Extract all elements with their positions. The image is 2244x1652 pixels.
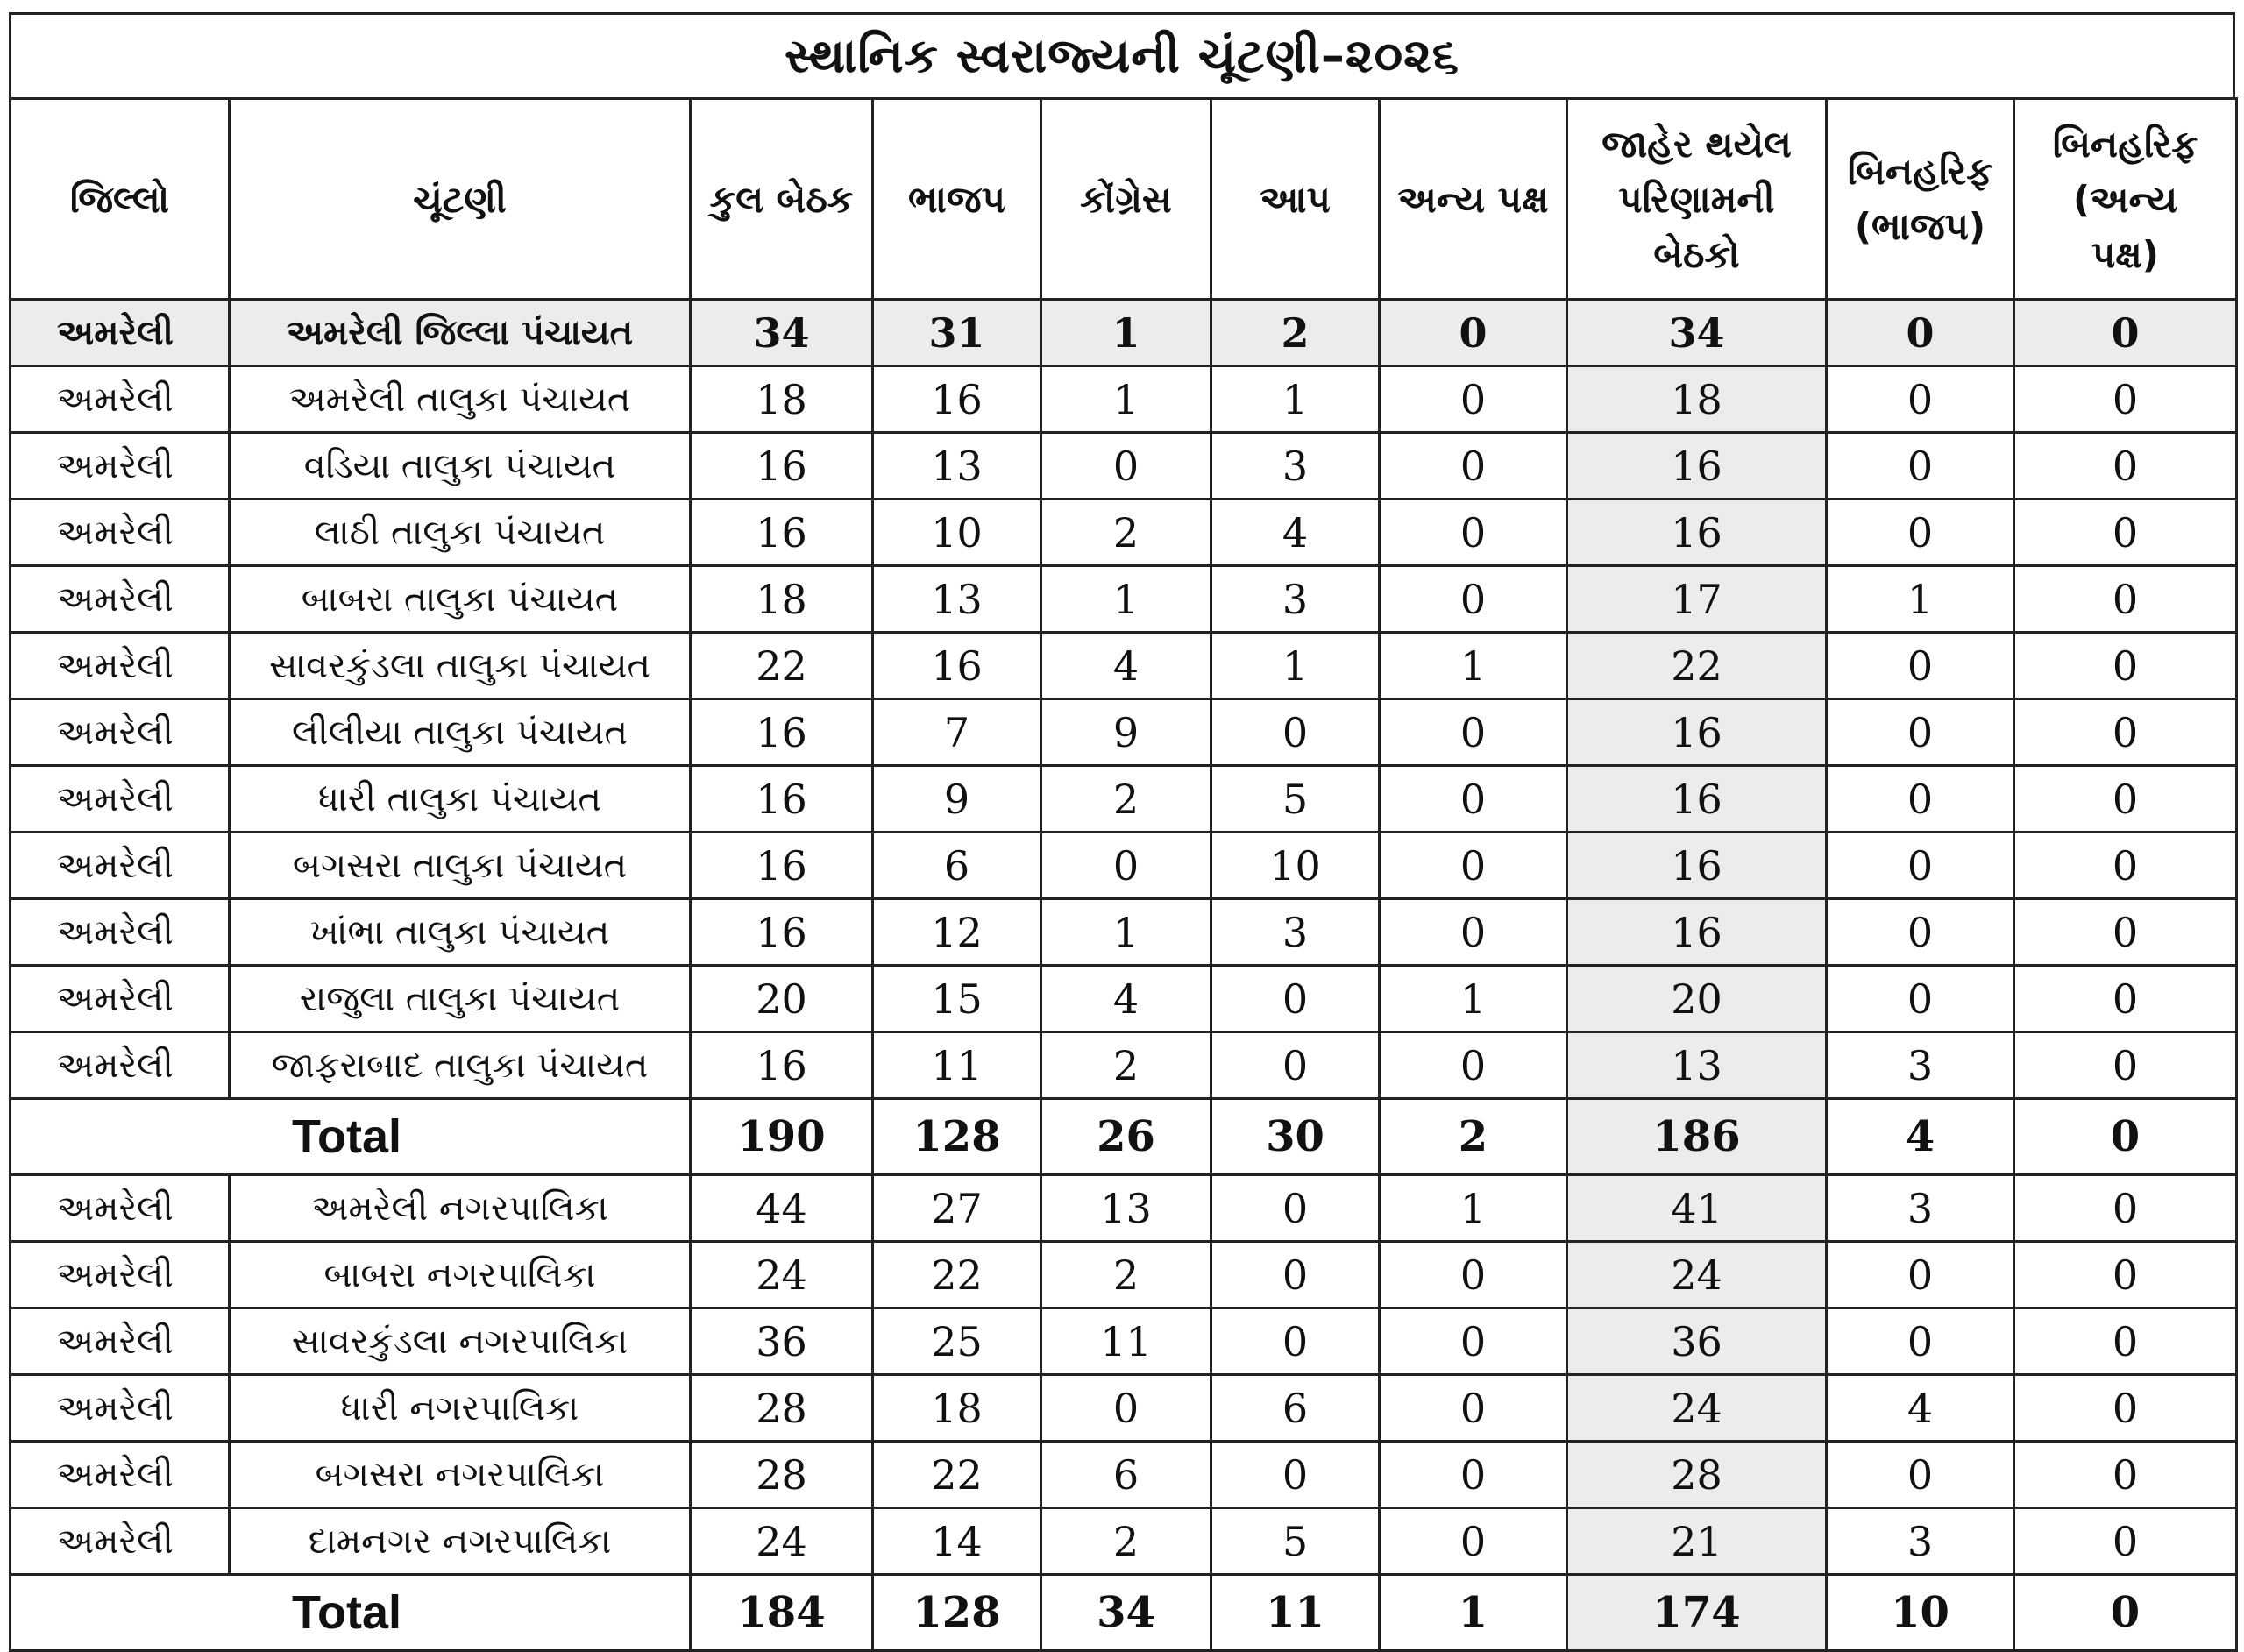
aap-seats-cell: 0 xyxy=(1211,1175,1380,1242)
declared-seats-cell: 34 xyxy=(1567,300,1827,366)
aap-seats-cell: 0 xyxy=(1211,1032,1380,1099)
total-seats-cell: 16 xyxy=(691,766,873,833)
aap-seats-cell: 2 xyxy=(1211,300,1380,366)
total-row-municipality xyxy=(11,1575,2237,1651)
others-seats-cell: 0 xyxy=(1380,833,1567,899)
election-cell: સાવરકુંડલા નગરપાલિકા xyxy=(230,1308,691,1375)
aap-seats-cell: 0 xyxy=(1211,1242,1380,1308)
aap-seats-cell: 0 xyxy=(1211,966,1380,1032)
district-cell: અમરેલી xyxy=(11,500,230,566)
others-seats-cell: 0 xyxy=(1380,1032,1567,1099)
total-seats-cell: 16 xyxy=(691,500,873,566)
total-unopposed-others: 0 xyxy=(2014,1099,2237,1175)
unopposed-bjp-cell: 0 xyxy=(1827,433,2014,500)
total-unopposed-bjp: 10 xyxy=(1827,1575,2014,1651)
bjp-seats-cell: 31 xyxy=(873,300,1041,366)
district-cell: અમરેલી xyxy=(11,1375,230,1442)
bjp-seats-cell: 14 xyxy=(873,1508,1041,1575)
total-seats-cell: 28 xyxy=(691,1442,873,1508)
election-cell: રાજુલા તાલુકા પંચાયત xyxy=(230,966,691,1032)
unopposed-bjp-cell: 0 xyxy=(1827,766,2014,833)
total-aap-seats: 30 xyxy=(1211,1099,1380,1175)
unopposed-bjp-cell: 1 xyxy=(1827,566,2014,633)
unopposed-others-cell: 0 xyxy=(2014,500,2237,566)
congress-seats-cell: 2 xyxy=(1041,1032,1211,1099)
congress-seats-cell: 11 xyxy=(1041,1308,1211,1375)
total-congress-seats: 26 xyxy=(1041,1099,1211,1175)
others-seats-cell: 0 xyxy=(1380,366,1567,433)
congress-seats-cell: 0 xyxy=(1041,433,1211,500)
election-cell: ધારી તાલુકા પંચાયત xyxy=(230,766,691,833)
bjp-seats-cell: 22 xyxy=(873,1442,1041,1508)
declared-seats-cell: 16 xyxy=(1567,766,1827,833)
total-unopposed-others: 0 xyxy=(2014,1575,2237,1651)
others-seats-cell: 0 xyxy=(1380,1442,1567,1508)
unopposed-others-cell: 0 xyxy=(2014,300,2237,366)
district-cell: અમરેલી xyxy=(11,300,230,366)
others-seats-cell: 0 xyxy=(1380,699,1567,766)
table-row xyxy=(11,1032,2237,1099)
declared-seats-cell: 21 xyxy=(1567,1508,1827,1575)
others-seats-cell: 0 xyxy=(1380,1508,1567,1575)
aap-seats-cell: 5 xyxy=(1211,1508,1380,1575)
unopposed-others-cell: 0 xyxy=(2014,566,2237,633)
district-cell: અમરેલી xyxy=(11,1175,230,1242)
table-row xyxy=(11,1375,2237,1442)
others-seats-cell: 0 xyxy=(1380,899,1567,966)
declared-seats-cell: 36 xyxy=(1567,1308,1827,1375)
election-cell: અમરેલી જિલ્લા પંચાયત xyxy=(230,300,691,366)
congress-seats-cell: 4 xyxy=(1041,966,1211,1032)
table-row xyxy=(11,1508,2237,1575)
district-cell: અમરેલી xyxy=(11,766,230,833)
unopposed-bjp-cell: 0 xyxy=(1827,1242,2014,1308)
district-cell: અમરેલી xyxy=(11,366,230,433)
header-total-seats: કુલ બેઠક xyxy=(691,99,873,300)
total-declared-seats: 174 xyxy=(1567,1575,1827,1651)
congress-seats-cell: 6 xyxy=(1041,1442,1211,1508)
bjp-seats-cell: 9 xyxy=(873,766,1041,833)
table-row xyxy=(11,633,2237,699)
total-label: Total xyxy=(11,1575,691,1651)
bjp-seats-cell: 18 xyxy=(873,1375,1041,1442)
header-election: ચૂંટણી xyxy=(230,99,691,300)
total-others-seats: 1 xyxy=(1380,1575,1567,1651)
header-district: જિલ્લો xyxy=(11,99,230,300)
district-cell: અમરેલી xyxy=(11,833,230,899)
table-title: સ્થાનિક સ્વરાજ્યની ચૂંટણી–૨૦૨૬ xyxy=(9,12,2235,97)
unopposed-bjp-cell: 0 xyxy=(1827,300,2014,366)
bjp-seats-cell: 12 xyxy=(873,899,1041,966)
district-cell: અમરેલી xyxy=(11,1308,230,1375)
aap-seats-cell: 6 xyxy=(1211,1375,1380,1442)
election-cell: ધારી નગરપાલિકા xyxy=(230,1375,691,1442)
unopposed-bjp-cell: 0 xyxy=(1827,1308,2014,1375)
others-seats-cell: 1 xyxy=(1380,1175,1567,1242)
header-row xyxy=(11,99,2237,300)
district-cell: અમરેલી xyxy=(11,1242,230,1308)
election-cell: સાવરકુંડલા તાલુકા પંચાયત xyxy=(230,633,691,699)
table-row xyxy=(11,366,2237,433)
total-seats-cell: 18 xyxy=(691,566,873,633)
congress-seats-cell: 9 xyxy=(1041,699,1211,766)
congress-seats-cell: 0 xyxy=(1041,833,1211,899)
bjp-seats-cell: 25 xyxy=(873,1308,1041,1375)
results-table xyxy=(9,97,2238,1652)
unopposed-others-cell: 0 xyxy=(2014,1242,2237,1308)
bjp-seats-cell: 16 xyxy=(873,633,1041,699)
unopposed-others-cell: 0 xyxy=(2014,433,2237,500)
unopposed-bjp-cell: 0 xyxy=(1827,366,2014,433)
election-cell: બગસરા નગરપાલિકા xyxy=(230,1442,691,1508)
district-cell: અમરેલી xyxy=(11,899,230,966)
congress-seats-cell: 13 xyxy=(1041,1175,1211,1242)
aap-seats-cell: 4 xyxy=(1211,500,1380,566)
total-seats-cell: 16 xyxy=(691,699,873,766)
district-cell: અમરેલી xyxy=(11,633,230,699)
total-seats-cell: 16 xyxy=(691,1032,873,1099)
aap-seats-cell: 3 xyxy=(1211,899,1380,966)
declared-seats-cell: 16 xyxy=(1567,433,1827,500)
total-seats-cell: 16 xyxy=(691,433,873,500)
district-cell: અમરેલી xyxy=(11,1442,230,1508)
unopposed-bjp-cell: 0 xyxy=(1827,500,2014,566)
others-seats-cell: 0 xyxy=(1380,300,1567,366)
total-seats-cell: 18 xyxy=(691,366,873,433)
declared-seats-cell: 16 xyxy=(1567,699,1827,766)
aap-seats-cell: 1 xyxy=(1211,366,1380,433)
congress-seats-cell: 2 xyxy=(1041,1508,1211,1575)
unopposed-others-cell: 0 xyxy=(2014,633,2237,699)
bjp-seats-cell: 7 xyxy=(873,699,1041,766)
unopposed-bjp-cell: 4 xyxy=(1827,1375,2014,1442)
district-cell: અમરેલી xyxy=(11,1508,230,1575)
others-seats-cell: 1 xyxy=(1380,633,1567,699)
unopposed-bjp-cell: 0 xyxy=(1827,699,2014,766)
total-seats-cell: 20 xyxy=(691,966,873,1032)
total-seats-cell: 22 xyxy=(691,633,873,699)
total-seats-cell: 28 xyxy=(691,1375,873,1442)
header-aap: આપ xyxy=(1211,99,1380,300)
total-unopposed-bjp: 4 xyxy=(1827,1099,2014,1175)
election-cell: બગસરા તાલુકા પંચાયત xyxy=(230,833,691,899)
bjp-seats-cell: 13 xyxy=(873,566,1041,633)
unopposed-others-cell: 0 xyxy=(2014,1508,2237,1575)
declared-seats-cell: 13 xyxy=(1567,1032,1827,1099)
unopposed-bjp-cell: 0 xyxy=(1827,633,2014,699)
bjp-seats-cell: 22 xyxy=(873,1242,1041,1308)
others-seats-cell: 1 xyxy=(1380,966,1567,1032)
district-cell: અમરેલી xyxy=(11,1032,230,1099)
table-body xyxy=(11,300,2237,1651)
table-row xyxy=(11,300,2237,366)
congress-seats-cell: 1 xyxy=(1041,366,1211,433)
aap-seats-cell: 10 xyxy=(1211,833,1380,899)
header-unopposed-bjp: બિનહરિફ (ભાજપ) xyxy=(1827,99,2014,300)
congress-seats-cell: 1 xyxy=(1041,899,1211,966)
bjp-seats-cell: 10 xyxy=(873,500,1041,566)
unopposed-bjp-cell: 3 xyxy=(1827,1508,2014,1575)
bjp-seats-cell: 11 xyxy=(873,1032,1041,1099)
congress-seats-cell: 4 xyxy=(1041,633,1211,699)
table-row xyxy=(11,433,2237,500)
total-seats-cell: 16 xyxy=(691,899,873,966)
election-cell: વડિયા તાલુકા પંચાયત xyxy=(230,433,691,500)
election-cell: જાફરાબાદ તાલુકા પંચાયત xyxy=(230,1032,691,1099)
others-seats-cell: 0 xyxy=(1380,566,1567,633)
table-row xyxy=(11,566,2237,633)
unopposed-bjp-cell: 0 xyxy=(1827,833,2014,899)
election-cell: બાબરા નગરપાલિકા xyxy=(230,1242,691,1308)
table-row xyxy=(11,1175,2237,1242)
header-bjp: ભાજપ xyxy=(873,99,1041,300)
total-row-panchayat xyxy=(11,1099,2237,1175)
unopposed-others-cell: 0 xyxy=(2014,1308,2237,1375)
unopposed-bjp-cell: 3 xyxy=(1827,1032,2014,1099)
unopposed-others-cell: 0 xyxy=(2014,899,2237,966)
congress-seats-cell: 0 xyxy=(1041,1375,1211,1442)
others-seats-cell: 0 xyxy=(1380,1308,1567,1375)
election-cell: ખાંભા તાલુકા પંચાયત xyxy=(230,899,691,966)
header-congress: કોંગ્રેસ xyxy=(1041,99,1211,300)
congress-seats-cell: 2 xyxy=(1041,766,1211,833)
aap-seats-cell: 5 xyxy=(1211,766,1380,833)
table-row xyxy=(11,699,2237,766)
declared-seats-cell: 17 xyxy=(1567,566,1827,633)
election-cell: દામનગર નગરપાલિકા xyxy=(230,1508,691,1575)
total-bjp-seats: 128 xyxy=(873,1099,1041,1175)
election-cell: લાઠી તાલુકા પંચાયત xyxy=(230,500,691,566)
declared-seats-cell: 16 xyxy=(1567,899,1827,966)
total-seats-cell: 24 xyxy=(691,1242,873,1308)
others-seats-cell: 0 xyxy=(1380,766,1567,833)
bjp-seats-cell: 15 xyxy=(873,966,1041,1032)
table-row xyxy=(11,966,2237,1032)
bjp-seats-cell: 13 xyxy=(873,433,1041,500)
total-total-seats: 190 xyxy=(691,1099,873,1175)
unopposed-others-cell: 0 xyxy=(2014,1442,2237,1508)
total-seats-cell: 36 xyxy=(691,1308,873,1375)
district-cell: અમરેલી xyxy=(11,699,230,766)
unopposed-others-cell: 0 xyxy=(2014,366,2237,433)
total-seats-cell: 34 xyxy=(691,300,873,366)
unopposed-others-cell: 0 xyxy=(2014,1175,2237,1242)
table-row xyxy=(11,500,2237,566)
aap-seats-cell: 3 xyxy=(1211,566,1380,633)
election-cell: અમરેલી નગરપાલિકા xyxy=(230,1175,691,1242)
bjp-seats-cell: 16 xyxy=(873,366,1041,433)
total-seats-cell: 24 xyxy=(691,1508,873,1575)
header-declared-seats: જાહેર થયેલ પરિણામની બેઠકો xyxy=(1567,99,1827,300)
aap-seats-cell: 0 xyxy=(1211,699,1380,766)
bjp-seats-cell: 6 xyxy=(873,833,1041,899)
district-cell: અમરેલી xyxy=(11,966,230,1032)
unopposed-bjp-cell: 0 xyxy=(1827,966,2014,1032)
unopposed-others-cell: 0 xyxy=(2014,1375,2237,1442)
declared-seats-cell: 22 xyxy=(1567,633,1827,699)
declared-seats-cell: 28 xyxy=(1567,1442,1827,1508)
total-seats-cell: 44 xyxy=(691,1175,873,1242)
declared-seats-cell: 18 xyxy=(1567,366,1827,433)
election-cell: લીલીયા તાલુકા પંચાયત xyxy=(230,699,691,766)
declared-seats-cell: 16 xyxy=(1567,833,1827,899)
district-cell: અમરેલી xyxy=(11,433,230,500)
unopposed-others-cell: 0 xyxy=(2014,699,2237,766)
aap-seats-cell: 0 xyxy=(1211,1442,1380,1508)
total-bjp-seats: 128 xyxy=(873,1575,1041,1651)
total-congress-seats: 34 xyxy=(1041,1575,1211,1651)
table-row xyxy=(11,1242,2237,1308)
declared-seats-cell: 24 xyxy=(1567,1375,1827,1442)
total-others-seats: 2 xyxy=(1380,1099,1567,1175)
declared-seats-cell: 20 xyxy=(1567,966,1827,1032)
unopposed-bjp-cell: 3 xyxy=(1827,1175,2014,1242)
header-others: અન્ય પક્ષ xyxy=(1380,99,1567,300)
total-aap-seats: 11 xyxy=(1211,1575,1380,1651)
table-row xyxy=(11,833,2237,899)
congress-seats-cell: 2 xyxy=(1041,500,1211,566)
aap-seats-cell: 1 xyxy=(1211,633,1380,699)
others-seats-cell: 0 xyxy=(1380,1375,1567,1442)
aap-seats-cell: 3 xyxy=(1211,433,1380,500)
unopposed-others-cell: 0 xyxy=(2014,966,2237,1032)
table-row xyxy=(11,766,2237,833)
election-cell: બાબરા તાલુકા પંચાયત xyxy=(230,566,691,633)
unopposed-bjp-cell: 0 xyxy=(1827,1442,2014,1508)
declared-seats-cell: 24 xyxy=(1567,1242,1827,1308)
total-declared-seats: 186 xyxy=(1567,1099,1827,1175)
total-seats-cell: 16 xyxy=(691,833,873,899)
bjp-seats-cell: 27 xyxy=(873,1175,1041,1242)
declared-seats-cell: 16 xyxy=(1567,500,1827,566)
aap-seats-cell: 0 xyxy=(1211,1308,1380,1375)
table-row xyxy=(11,899,2237,966)
congress-seats-cell: 1 xyxy=(1041,566,1211,633)
table-row xyxy=(11,1308,2237,1375)
total-total-seats: 184 xyxy=(691,1575,873,1651)
election-results-sheet xyxy=(9,12,2235,1652)
table-row xyxy=(11,1442,2237,1508)
unopposed-bjp-cell: 0 xyxy=(1827,899,2014,966)
congress-seats-cell: 2 xyxy=(1041,1242,1211,1308)
unopposed-others-cell: 0 xyxy=(2014,1032,2237,1099)
congress-seats-cell: 1 xyxy=(1041,300,1211,366)
unopposed-others-cell: 0 xyxy=(2014,766,2237,833)
header-unopposed-others: બિનહરિફ (અન્ય પક્ષ) xyxy=(2014,99,2237,300)
district-cell: અમરેલી xyxy=(11,566,230,633)
total-label: Total xyxy=(11,1099,691,1175)
unopposed-others-cell: 0 xyxy=(2014,833,2237,899)
election-cell: અમરેલી તાલુકા પંચાયત xyxy=(230,366,691,433)
others-seats-cell: 0 xyxy=(1380,1242,1567,1308)
declared-seats-cell: 41 xyxy=(1567,1175,1827,1242)
others-seats-cell: 0 xyxy=(1380,433,1567,500)
others-seats-cell: 0 xyxy=(1380,500,1567,566)
